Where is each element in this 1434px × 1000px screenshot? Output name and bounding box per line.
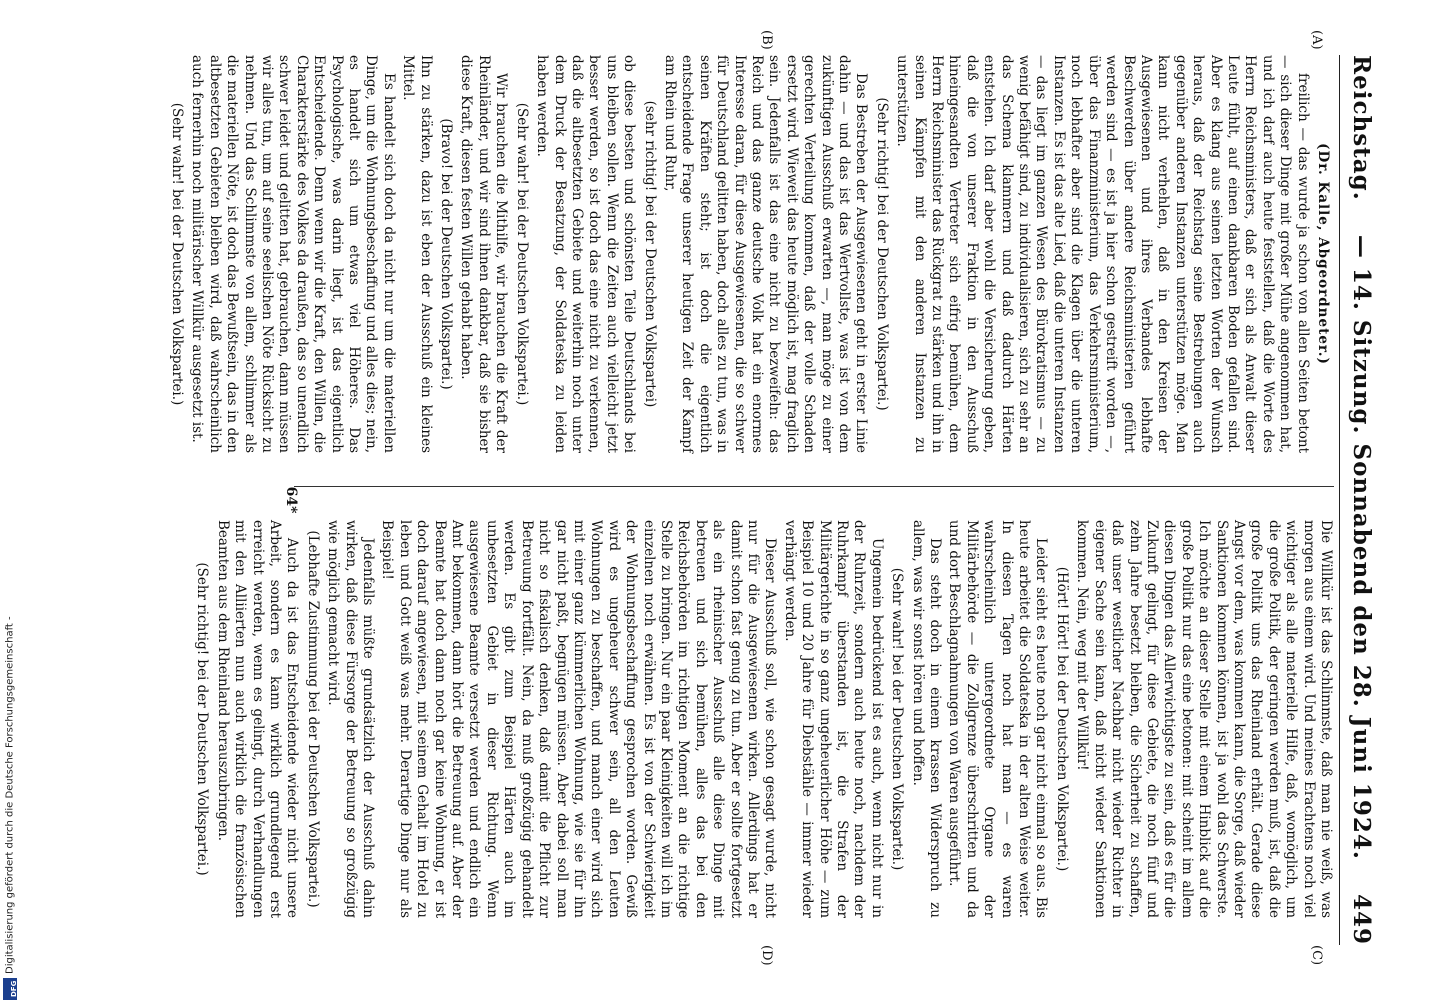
interjection: (Bravo! bei der Deutschen Volkspartei.) <box>438 118 455 390</box>
header-rule <box>1339 55 1340 945</box>
margin-mark-c: (C) <box>1309 945 1324 966</box>
interjection: (Sehr wahr! bei der Deutschen Volkspartei.) <box>169 102 185 406</box>
page-header <box>1342 55 1382 945</box>
paragraph: Ihn zu stärken, dazu ist eben der Ausschuß ein kleines Mittel. <box>400 55 434 453</box>
dfg-logo: DFG <box>3 978 17 1000</box>
paragraph: Das steht doch in einem krassen Widerspruch zu allem, was wir sonst hören und hoffen. <box>909 520 944 918</box>
paragraph: freilich — das wurde ja schon von allen Seiten betont — sich dieser Dinge mit großer Mühe angenommen hat, und ich darf auch heute feststellen, daß die Worte des Herrn Reichsministers, daß er sich als Anwalt dieser Leute fühlt, auf einen dankbaren Boden gefallen sind. Aber es klang aus seinen letzten Worten der Wunsch heraus, daß der Reichstag seine Bestrebungen auch gegenüber anderen Instanzen unterstützen möge. Man kann nicht verhehlen, daß in den Kreisen der Ausgewiesenen und ihres Verbandes lebhafte Beschwerden über andere Reichsministerien geführt werden sind — es ist ja hier schon gestreift worden —, über das Finanzministerium, das Verkehrsministerium, noch lebhafter aber sind die Klagen über die unteren Instanzen. Es ist das alte Lied, daß die unteren Instanzen — das liegt im ganzen Wesen des Bürokratismus — zu wenig befähigt sind, zu individualisieren, sich zu sehr an das Schema klammern und daß dadurch Härten entstehen. Ich darf aber wohl die Versicherung geben, daß die von unserer Fraktion in den Ausschuß hineingesandten Vertreter sich eifrig bemühen, dem Herrn Reichsminister das Rückgrat zu stärken und ihn in seinen Kämpfen mit den anderen Instanzen zu unterstützen. <box>894 55 1311 453</box>
signature-mark: 64* <box>283 486 299 514</box>
interjection: (Sehr richtig! bei der Deutschen Volkspartei.) <box>194 562 211 876</box>
header-left: Reichstag. <box>1348 55 1376 201</box>
page-number: 449 <box>1348 893 1376 945</box>
right-column <box>194 520 1334 918</box>
paragraph: Wir brauchen die Mithilfe, wir brauchen die Kraft der Rheinländer, und wir sind ihnen dankbar, daß sie bisher diese Kraft, diesen festen Willen gehabt haben. <box>458 55 510 453</box>
interjection: (Sehr wahr! bei der Deutschen Volkspartei.) <box>513 102 530 406</box>
margin-mark-d: (D) <box>759 945 774 966</box>
interjection: (sehr richtig! bei der Deutschen Volkspartei) <box>641 100 658 408</box>
credit-text: Digitalisierung gefördert durch die Deutsche Forschungsgemeinschaft - <box>4 616 16 974</box>
paragraph: Leider sieht es heute noch gar nicht einmal so aus. Bis heute arbeitet die Soldateska in der alten Weise weiter. In diesen Tagen noch hat man — es waren wahrscheinlich untergeordnete Organe der Militärbehörde — die Zollgrenze überschritten und da und dort Beschlagnahmungen von Waren ausgeführt. <box>946 520 1050 918</box>
interjection: (Sehr richtig! bei der Deutschen Volkspartei.) <box>873 97 890 411</box>
interjection: (Sehr wahr! bei der Deutschen Volkspartei.) <box>889 567 906 871</box>
interjection: (Hört! Hört! bei der Deutschen Volkspartei.) <box>1053 566 1070 872</box>
speaker-label: (Dr. Kalle, Abgeordneter.) <box>1315 143 1331 365</box>
header-title: — 14. Sitzung. Sonnabend den 28. Juni 1924. <box>1348 234 1376 860</box>
column-divider <box>294 486 1334 487</box>
paragraph: Das Bestreben der Ausgewiesenen geht in erster Linie dahin — und das ist das Wertvollste, was ist von dem zukünftigen Ausschuß erwarten —, man möge zu einer gerechten Verteilung kommen, daß der volle Schaden ersetzt wird. Wieweit das heute möglich ist, mag fraglich sein. Jedenfalls ist das eine nicht zu bezweifeln: das Reich und das ganze deutsche Volk hat ein enormes Interesse daran, für diese Ausgewiesenen, die so schwer für Deutschland gelitten haben, doch alles zu tun, was in seinen Kräften steht; ist doch die eigentlich entscheidende Frage unserer heutigen Zeit der Kampf am Rhein und Ruhr, <box>661 55 870 453</box>
paragraph: Auch da ist das Entscheidende wieder nicht unsere Arbeit, sondern es kann wirklich grundlegend erst erreicht werden, wenn es gelingt, durch Verhandlungen mit den Alliierten nun auch wirklich die französischen Beamten aus dem Rheinland herauszubringen. <box>214 520 301 918</box>
left-column <box>169 55 1334 453</box>
paragraph: Die Willkür ist das Schlimmste, daß man nie weiß, was morgen aus einem wird. Und meines Erachtens noch viel wichtiger als alle materielle Hilfe, daß, womöglich, um die große Politik, der geringen werden muß, ist, daß die große Politik uns das Rheinland erhält. Gerade diese Angst vor dem, was kommen kann, die Sorge, daß wieder Sanktionen kommen können, ist ja wohl das Schwerste. Ich möchte an dieser Stelle mit einem Hinblick auf die große Politik nur das eine betonen: mit scheint im allem diesen Dingen das Allerwichtigste zu sein, daß es für die Zukunft gelingt, für diese Gebiete, die noch fünf und zehn Jahre besetzt bleiben, die Sicherheit zu schaffen, daß unser westlicher Nachbar nicht wieder Richter in eigener Sache sein kann, daß nicht wieder Sanktionen kommen. Nein, weg mit der Willkür! <box>1074 520 1334 918</box>
paragraph: Jedenfalls müßte grundsätzlich der Ausschuß dahin wirken, daß diese Fürsorge der Betreuung so großzügig wie möglich gemacht wird. <box>325 520 377 918</box>
margin-mark-a: (A) <box>1309 30 1324 50</box>
paragraph: Dieser Ausschuß soll, wie schon gesagt wurde, nicht nur für die Ausgewiesenen wirken. Allerdings hat er damit schon fast genug zu tun. Aber er sollte fortgesetzt als ein rheinischer Ausschuß alle diese Dinge mit betreuen und sich bemühen, alles das bei den Reichsbehörden im richtigen Moment an die richtige Stelle zu bringen. Nur ein paar Kleinigkeiten will ich im einzelnen noch erwähnen. Es ist von der Schwierigkeit der Wohnungsbeschaffung gesprochen worden. Gewiß wird es ungeheuer schwer sein, all den Leuten Wohnungen zu beschaffen, und manch einer wird sich mit einer ganz kümmerlichen Wohnung, wie sie für ihn gar nicht paßt, begnügen müssen. Aber dabei soll man nicht so fiskalisch denken, daß damit die Pflicht zur Betreuung fortfällt. Nein, da muß großzügig gehandelt werden. Es gibt zum Beispiel Härten auch im unbesetzten Gebiet in dieser Richtung. Wenn ausgewiesene Beamte versetzt werden und endlich ein Amt bekommen, dann hört die Betreuung auf. Aber der Beamte hat doch dann noch gar keine Wohnung, er ist doch darauf angewiesen, mit seinem Gehalt im Hotel zu leben und Gott weiß was mehr. Derartige Dinge nur als Beispiel! <box>379 520 779 918</box>
paragraph: Es handelt sich doch da nicht nur um die materiellen Dinge, um die Wohnungsbeschaffung und alles dies; nein, es handelt sich um etwas viel Höheres. Das Psychologische, was darin liegt, ist das eigentlich Entscheidende. Denn wenn wir die Kraft, den Willen, die Charakterstärke des Volkes da draußen, das so unendlich schwer leidet und gelitten hat, gebrauchen, dann müssen wir alles tun, um auf seine seelischen Nöte Rücksicht zu nehmen. Und das Schlimmste von allem, schlimmer als die materiellen Nöte, ist doch das Bewußtsein, das in den altbesetzten Gebieten bleiben wird, daß wahrscheinlich auch fernerhin noch militärischer Willkür ausgesetzt ist. <box>189 55 397 453</box>
paragraph: ob diese besten und schönsten Teile Deutschlands bei uns bleiben sollen. Wenn die Zeiten auch vielleicht jetzt besser werden, so ist doch das eine nicht zu verkennen, daß die altbesetzten Gebiete und weiterhin noch unter dem Druck der Besatzung, der Soldateska zu leiden haben werden. <box>534 55 638 453</box>
margin-mark-b: (B) <box>759 30 774 50</box>
interjection: (Lebhafte Zustimmung bei der Deutschen Volkspartei.) <box>304 530 321 908</box>
paragraph: Ungemein bedrückend ist es auch, wenn nicht nur in der Ruhrzeit, sondern auch heute noch, nachdem der Ruhrkampf überstanden ist, die Strafen der Militärgerichte in so ganz ungeheuerlicher Höhe — zum Beispiel 10 und 20 Jahre für Diebstähle — immer wieder verhängt werden. <box>781 520 885 918</box>
